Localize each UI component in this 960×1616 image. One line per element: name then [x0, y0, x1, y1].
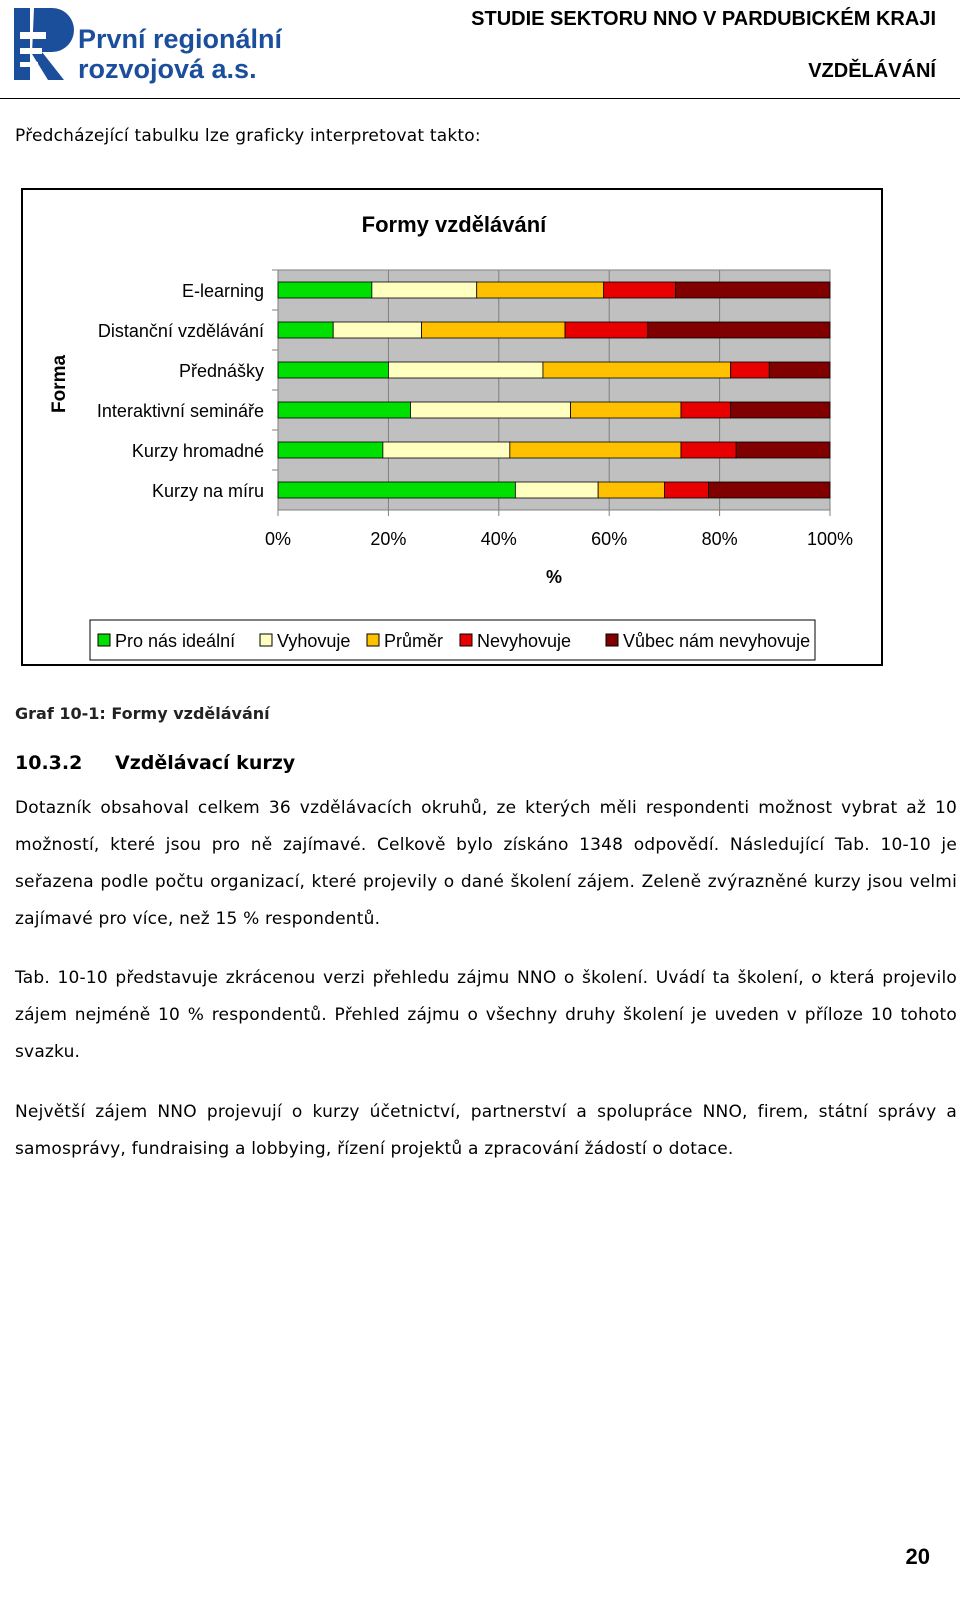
logo-text-line1: První regionální: [78, 24, 282, 54]
category-label: Přednášky: [178, 361, 264, 381]
x-tick-label: 60%: [591, 529, 628, 549]
paragraph-1: Dotazník obsahoval celkem 36 vzdělávacích okruhů, ze kterých měli respondenti možnost vybrat až 10 možností, které jsou pro ně zajímavé. Celkově bylo získáno 1348 odpovědí. Následující Tab. 10-10 je seřazena podle počtu organizací, které projevily o dané školení zájem. Zeleně zvýrazněné kurzy jsou velmi zajímavé pro více, než 15 % respondentů.: [15, 798, 957, 929]
bar-segment: [543, 362, 731, 378]
bar-segment: [278, 402, 410, 418]
bar-segment: [477, 282, 604, 298]
bar-segment: [422, 322, 566, 338]
category-label: E-learning: [181, 281, 264, 301]
plot-area: [278, 270, 830, 510]
bar-segment: [648, 322, 830, 338]
bar-segment: [510, 442, 681, 458]
chart-title: Formy vzdělávání: [361, 212, 547, 237]
chapter-title: VZDĚLÁVÁNÍ: [808, 60, 936, 82]
x-axis-title: %: [545, 567, 563, 587]
bar-segment: [598, 482, 664, 498]
legend-swatch: [260, 634, 272, 646]
x-tick-label: 80%: [701, 529, 738, 549]
figure-caption: Graf 10-1: Formy vzdělávání: [15, 704, 270, 723]
paragraph-3: Největší zájem NNO projevují o kurzy účetnictví, partnerství a spolupráce NNO, firem, státní správy a samosprávy, fundraising a lobbying, řízení projektů a zpracování žádostí o dotace.: [15, 1102, 957, 1159]
bar-segment: [278, 362, 388, 378]
section-number: 10.3.2: [15, 752, 83, 774]
category-label: Interaktivní semináře: [96, 401, 264, 421]
paragraph-2: Tab. 10-10 představuje zkrácenou verzi přehledu zájmu NNO o školení. Uvádí ta školení, o která projevilo zájem nejméně 10 % respondentů. Přehled zájmu o všechny druhy školení je uveden v příloze 10 tohoto svazku.: [15, 968, 957, 1062]
legend-label: Vůbec nám nevyhovuje: [623, 631, 811, 651]
page-number: 20: [905, 1544, 930, 1569]
bar-segment: [333, 322, 421, 338]
bar-segment: [372, 282, 477, 298]
chart-frame: [21, 188, 883, 666]
logo-text-line2: rozvojová a.s.: [78, 54, 257, 84]
section-title: Vzdělávací kurzy: [115, 752, 296, 774]
bar-segment: [681, 402, 731, 418]
bar-segment: [278, 322, 333, 338]
bar-segment: [731, 362, 770, 378]
legend-label: Pro nás ideální: [115, 631, 236, 651]
legend-swatch: [606, 634, 618, 646]
bar-segment: [571, 402, 681, 418]
bar-segment: [664, 482, 708, 498]
legend-swatch: [98, 634, 110, 646]
header-divider: [0, 98, 960, 99]
intro-text: Předcházející tabulku lze graficky interpretovat takto:: [15, 126, 481, 146]
category-label: Kurzy na míru: [151, 481, 264, 501]
bar-segment: [675, 282, 830, 298]
legend-swatch: [460, 634, 472, 646]
bar-segment: [769, 362, 830, 378]
bar-segment: [736, 442, 830, 458]
legend-label: Průměr: [384, 631, 444, 651]
y-axis-title: Forma: [49, 354, 70, 414]
legend-swatch: [367, 634, 379, 646]
document-title: STUDIE SEKTORU NNO V PARDUBICKÉM KRAJI: [471, 8, 936, 30]
bar-segment: [731, 402, 830, 418]
section-heading: [15, 752, 295, 774]
legend-label: Nevyhovuje: [477, 631, 572, 651]
stacked-bar-chart: [23, 190, 881, 664]
logo-mark-icon: [14, 8, 74, 80]
x-tick-label: 0%: [264, 529, 292, 549]
bar-segment: [388, 362, 543, 378]
bar-segment: [681, 442, 736, 458]
x-tick-label: 100%: [806, 529, 854, 549]
bar-segment: [278, 482, 515, 498]
bar-segment: [278, 282, 372, 298]
x-tick-label: 20%: [370, 529, 407, 549]
bar-segment: [278, 442, 383, 458]
bar-segment: [604, 282, 676, 298]
company-logo: [12, 2, 282, 86]
bar-segment: [565, 322, 648, 338]
bar-segment: [410, 402, 570, 418]
bar-segment: [709, 482, 830, 498]
x-tick-label: 40%: [480, 529, 517, 549]
bar-segment: [383, 442, 510, 458]
bar-segment: [515, 482, 598, 498]
category-label: Distanční vzdělávání: [97, 321, 264, 341]
legend-label: Vyhovuje: [277, 631, 351, 651]
category-label: Kurzy hromadné: [131, 441, 264, 461]
